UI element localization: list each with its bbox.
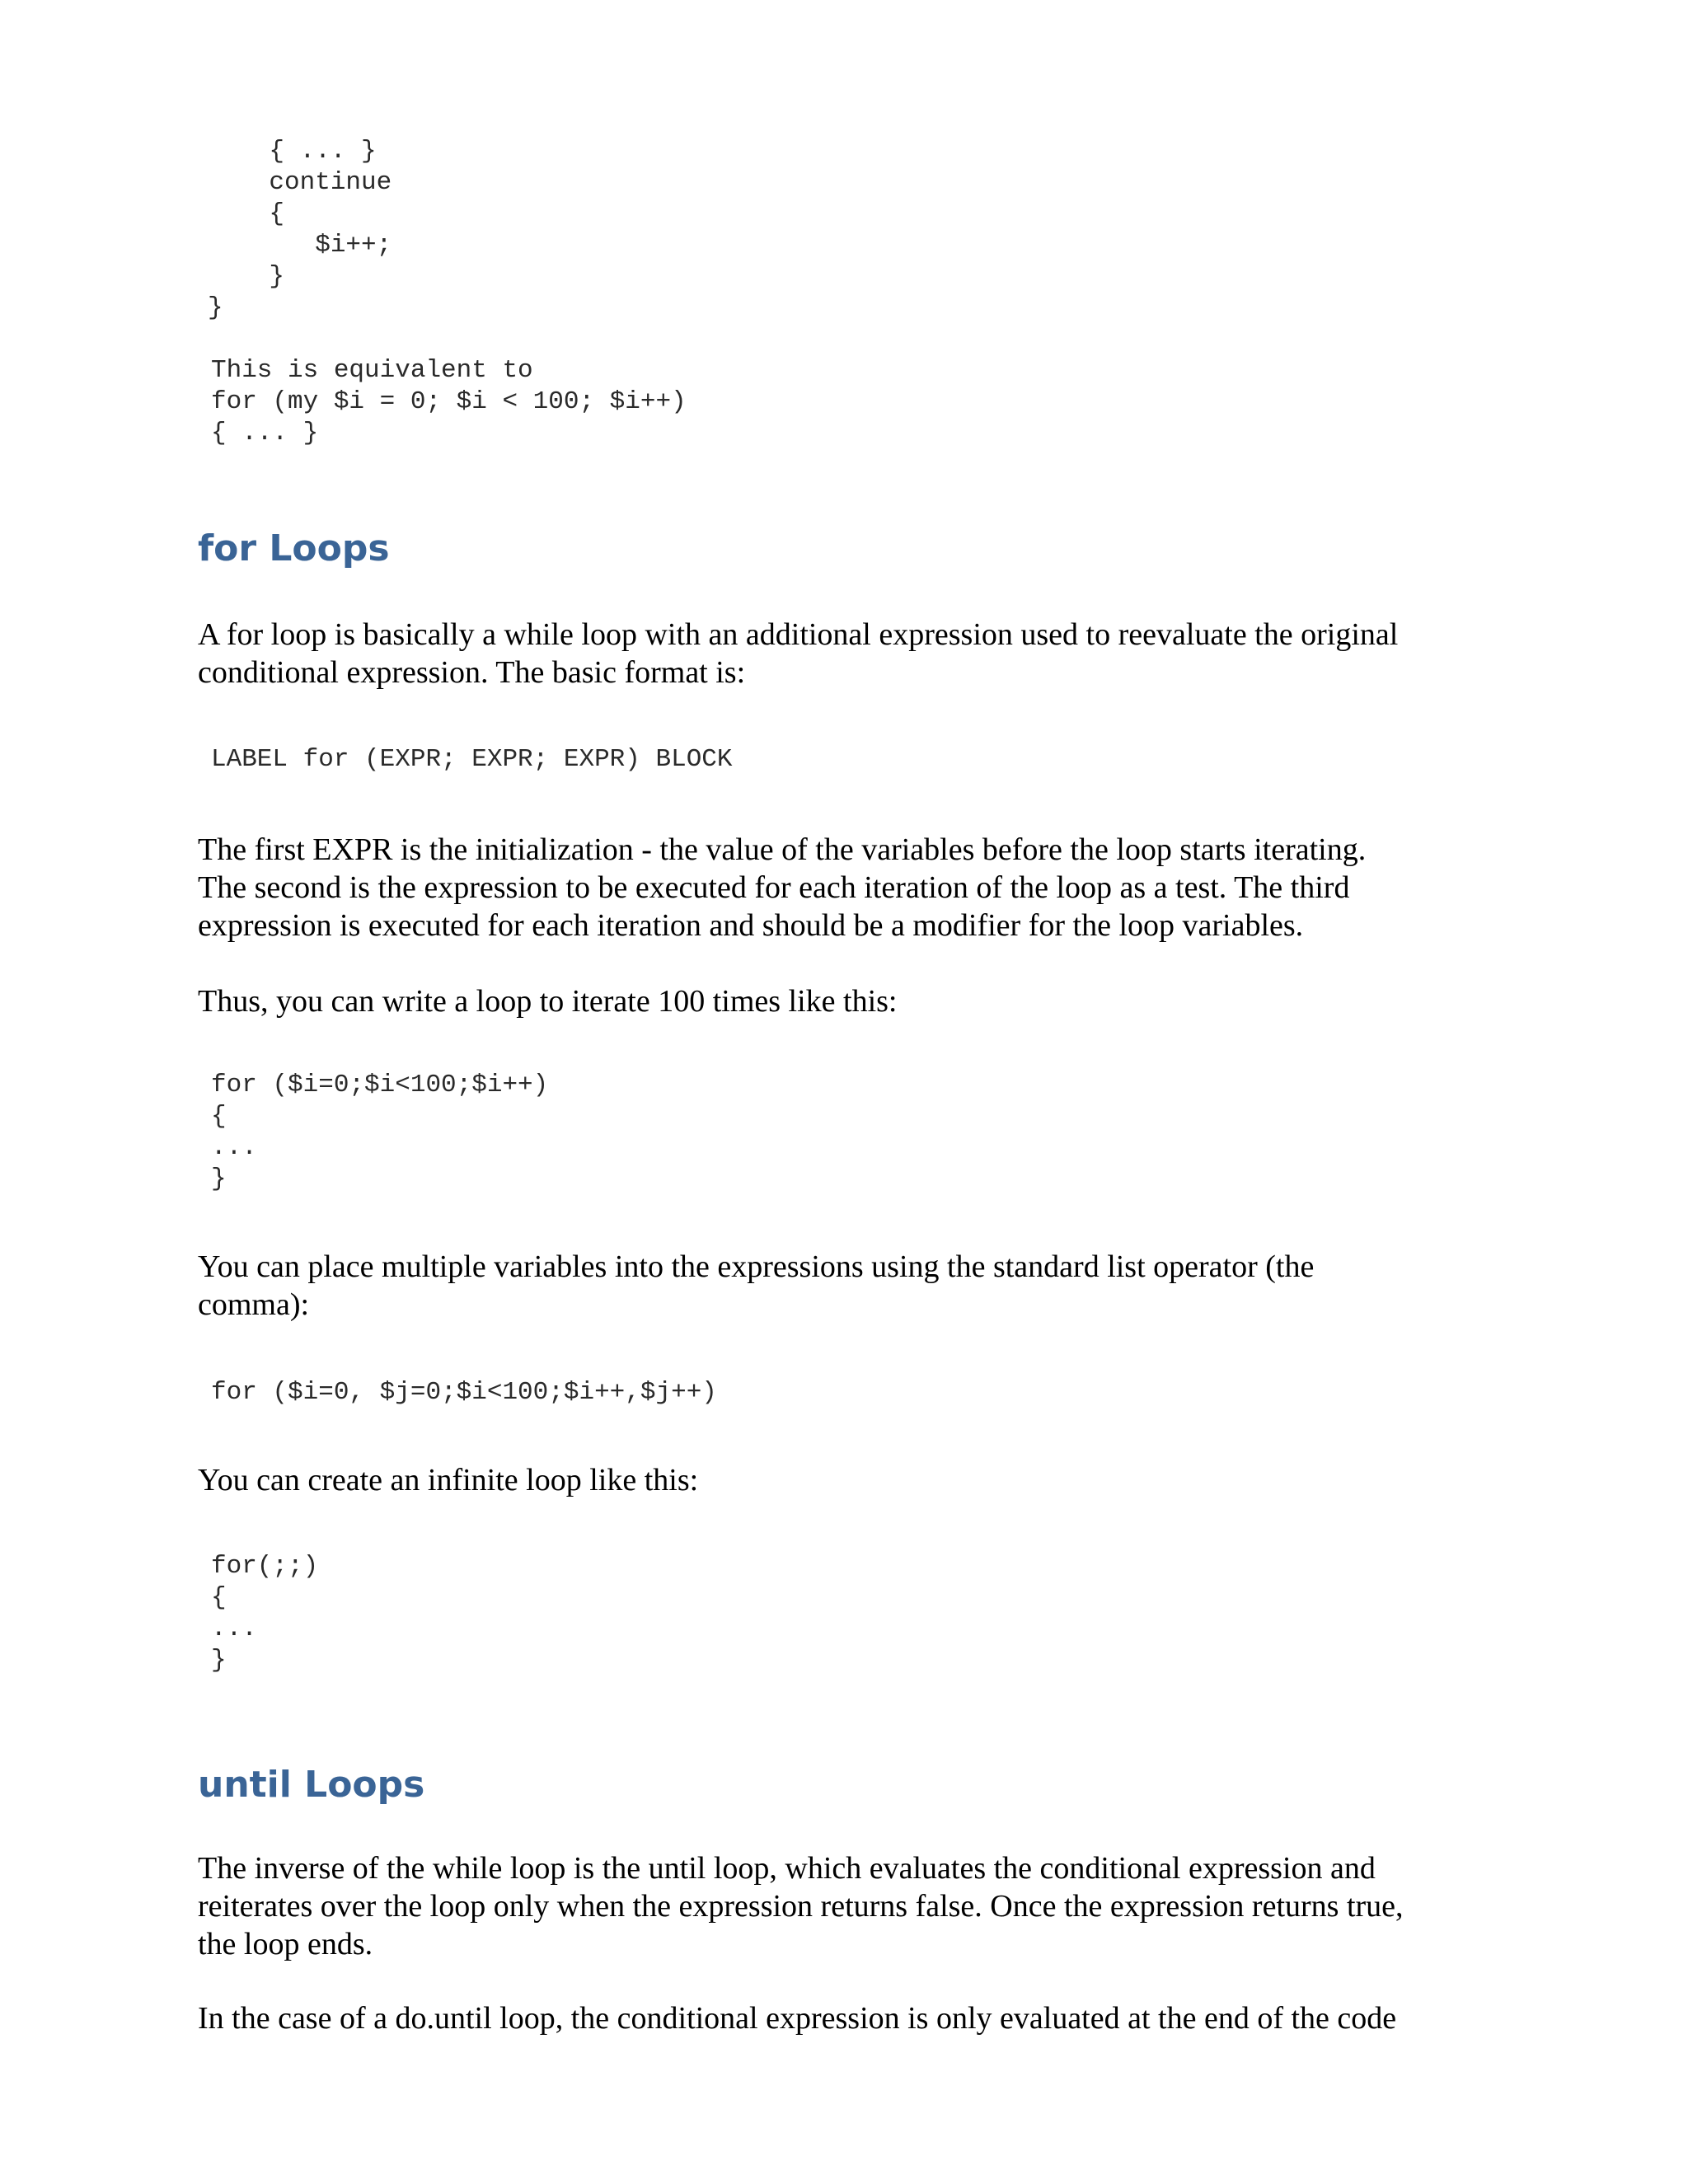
code-block-equivalent-for: This is equivalent to for (my $i = 0; $i < 100; $i++) { ... } [211, 356, 687, 448]
paragraph-multiple-variables: You can place multiple variables into the expressions using the standard list operator (the comma): [198, 1249, 1315, 1322]
code-block-for-format: LABEL for (EXPR; EXPR; EXPR) BLOCK [211, 745, 733, 774]
code-block-continue: { ... } continue { $i++; } } [208, 137, 392, 322]
section-heading-until-loops: until Loops [198, 1764, 425, 1806]
paragraph-iterate-100: Thus, you can write a loop to iterate 100 times like this: [198, 984, 898, 1019]
paragraph-until-loop-intro: The inverse of the while loop is the until loop, which evaluates the conditional expression and reiterates over the loop only when the expression returns false. Once the expression returns true, the loop ends. [198, 1851, 1404, 1961]
paragraph-infinite-loop: You can create an infinite loop like this: [198, 1463, 699, 1497]
code-block-infinite-for: for(;;) { ... } [211, 1552, 319, 1675]
code-block-for-multi-vars: for ($i=0, $j=0;$i<100;$i++,$j++) [211, 1378, 717, 1407]
section-heading-for-loops: for Loops [198, 527, 390, 569]
code-block-for-100: for ($i=0;$i<100;$i++) { ... } [211, 1071, 549, 1193]
paragraph-expr-explanation: The first EXPR is the initialization - the value of the variables before the loop starts iterating. The second is the expression to be executed for each iteration of the loop as a test. The third expression is executed for each iteration and should be a modifier for the loop variables. [198, 832, 1367, 943]
paragraph-for-loop-intro: A for loop is basically a while loop with an additional expression used to reevaluate the original conditional expression. The basic format is: [198, 617, 1399, 690]
paragraph-do-until: In the case of a do.until loop, the conditional expression is only evaluated at the end of the code [198, 2001, 1397, 2036]
